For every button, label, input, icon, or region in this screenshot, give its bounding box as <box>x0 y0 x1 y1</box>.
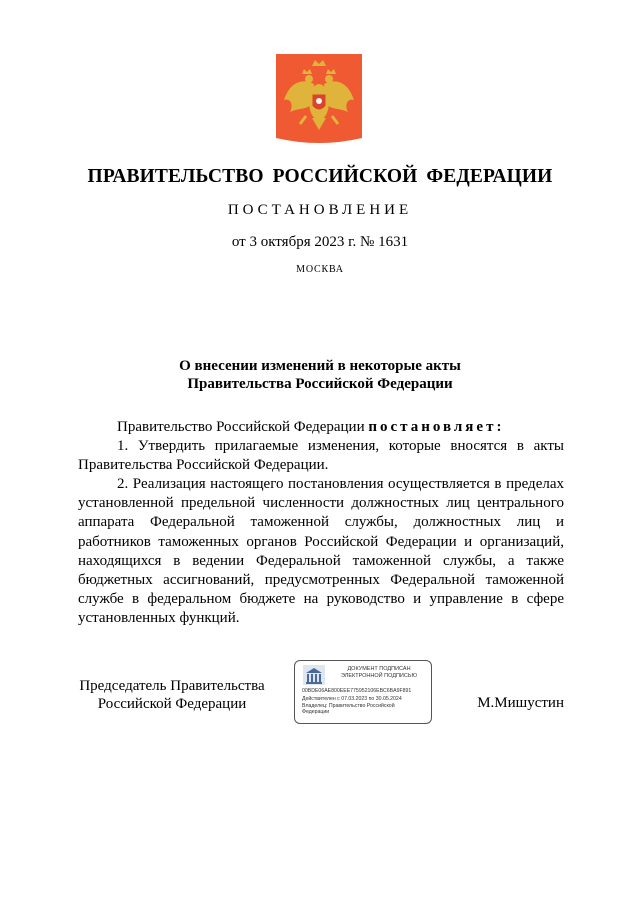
preamble <box>78 418 564 437</box>
preamble-text: Правительство Российской Федерации <box>117 419 369 435</box>
government-title: ПРАВИТЕЛЬСТВО РОССИЙСКОЙ ФЕДЕРАЦИИ <box>87 166 553 187</box>
stamp-title-line-1: ДОКУМЕНТ ПОДПИСАН <box>347 666 411 672</box>
stamp-title-line-2: ЭЛЕКТРОННОЙ ПОДПИСЬЮ <box>340 673 418 679</box>
signer-position-line-2: Российской Федерации <box>97 696 247 712</box>
coat-of-arms-icon <box>276 54 362 146</box>
document-type: ПОСТАНОВЛЕНИЕ <box>227 202 413 218</box>
signer-position <box>72 677 272 713</box>
preamble-resolves: постановляет: <box>368 419 505 435</box>
subject-line-1: О внесении изменений в некоторые акты <box>179 358 461 374</box>
building-icon <box>303 665 325 685</box>
electronic-signature-stamp <box>294 660 432 724</box>
stamp-title <box>329 666 429 680</box>
signer-position-line-1: Председатель Правительства <box>79 678 265 694</box>
stamp-validity: Действителен с 07.03.2023 по 30.05.2024 <box>302 696 402 702</box>
document-date-number: от 3 октября 2023 г. № 1631 <box>231 234 409 250</box>
document-body <box>78 418 564 628</box>
document-subject <box>0 357 640 393</box>
state-emblem <box>276 54 362 146</box>
stamp-certificate: 00BDE06AE800EEE775952106EBC6BA9F891 <box>302 688 412 694</box>
signer-name: М.Мишустин <box>477 695 564 711</box>
subject-line-2: Правительства Российской Федерации <box>187 376 453 392</box>
document-city: МОСКВА <box>296 264 344 275</box>
paragraph-2: 2. Реализация настоящего постановления осуществляется в пределах установленной предельной численности должностных лиц центрального аппарата Федеральной таможенной службы, должностных лиц и работников таможенных органов Российской Федерации и организаций, находящихся в ведении Федеральной таможенной службы, а также бюджетных ассигнований, предусмотренных Федеральной таможенной службе в федеральном бюджете на руководство и управление в сфере установленных функций. <box>78 476 564 626</box>
stamp-owner-line-2: Федерации <box>302 709 330 715</box>
paragraph-1: 1. Утвердить прилагаемые изменения, которые вносятся в акты Правительства Российской Федерации. <box>78 438 564 474</box>
stamp-owner-line-1: Владелец: Правительство Российской <box>302 702 395 709</box>
